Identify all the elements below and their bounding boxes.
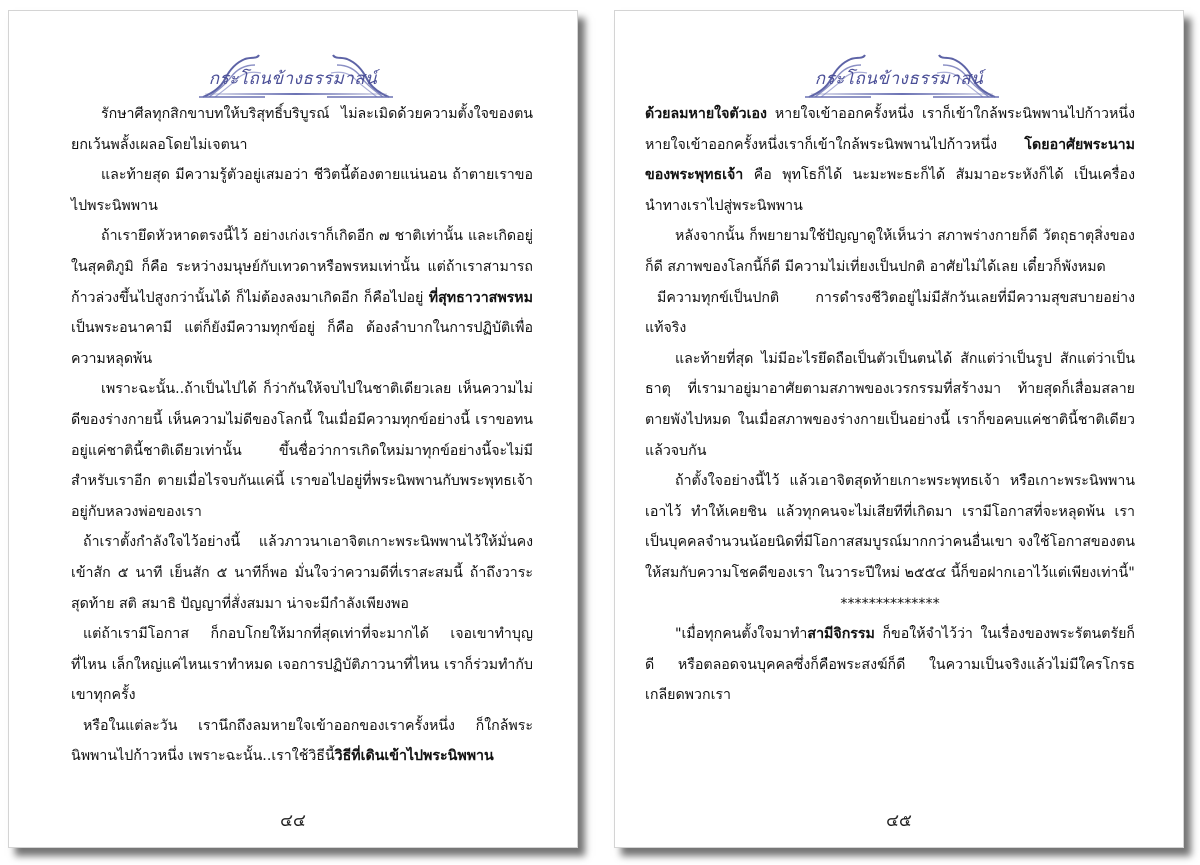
paragraph-text: "เมื่อทุกคนตั้งใจมาทำ xyxy=(675,626,808,643)
bold-phrase: โดยอาศัยพระนามของพระพุทธเจ้า xyxy=(645,136,1135,184)
header-title: กระโถนข้างธรรมาสน์ xyxy=(208,69,378,89)
paragraph xyxy=(71,711,533,772)
paragraph: และท้ายสุด มีความรู้ตัวอยู่เสมอว่า ชีวิตนี้ต้องตายแน่นอน ถ้าตายเราขอไปพระนิพพาน xyxy=(71,167,533,214)
header-rule xyxy=(811,93,993,95)
paragraph-text: ก็ขอให้จำไว้ว่า ในเรื่องของพระรัตนตรัยก็ดี หรือตลอดจนบุคคลซึ่งก็คือพระสงฆ์ก็ดี ในความเป็นจริงแล้วไม่มีใครโกรธเกลียดพวกเรา xyxy=(645,626,1135,704)
page-number: ๔๔ xyxy=(280,811,306,831)
paragraph: มีความทุกข์เป็นปกติ การดำรงชีวิตอยู่ไม่มีสักวันเลยที่มีความสุขสบายอย่างแท้จริง xyxy=(645,289,1135,337)
paragraph: เพราะฉะนั้น..ถ้าเป็นไปได้ ก็ว่ากันให้จบไปในชาติเดียวเลย เห็นความไม่ดีของร่างกายนี้ เห็นความไม่ดีของโลกนี้ ในเมื่อมีความทุกข์อย่างนี้ เราขอทนอยู่แค่ชาตินี้ชาติเดียวเท่านั้น ขึ้นชื่อว่าการเกิดใหม่มาทุกข์อย่างนี้จะไม่มีสำหรับเราอีก ตายเมื่อไรจบกันแค่นี้ เราขอไปอยู่ที่พระนิพพานกับพระพุทธเจ้า อยู่กับหลวงพ่อของเรา xyxy=(71,381,533,520)
header-title: กระโถนข้างธรรมาสน์ xyxy=(814,69,984,89)
right-page xyxy=(614,10,1184,848)
paragraph xyxy=(71,221,533,374)
paragraph-text: คือ พุทโธก็ได้ นะมะพะธะก็ได้ สัมมาอะระหังก็ได้ เป็นเครื่องนำทางเราไปสู่พระนิพพาน xyxy=(645,167,1135,214)
bold-phrase: ที่สุทธาวาสพรหม xyxy=(428,289,533,306)
page-number: ๔๕ xyxy=(886,811,912,831)
page-body xyxy=(71,99,533,772)
paragraph-text: หรือในแต่ละวัน เรานึกถึงลมหายใจเข้าออกของเราครั้งหนึ่ง ก็ใกล้พระนิพพานไปก้าวหนึ่ง เพราะฉะนั้น..เราใช้วิธีนี้ xyxy=(71,717,533,765)
paragraph-text: เป็นพระอนาคามี แต่ก็ยังมีความทุกข์อยู่ ก็คือ ต้องลำบากในการปฏิบัติเพื่อความหลุดพ้น xyxy=(71,320,533,367)
paragraph xyxy=(645,99,1135,221)
paragraph: หลังจากนั้น ก็พยายามใช้ปัญญาดูให้เห็นว่า สภาพร่างกายก็ดี วัตถุธาตุสิ่งของก็ดี สภาพของโลกนี้ก็ดี มีความไม่เที่ยงเป็นปกติ อาศัยไม่ได้เลย เดี๋ยวก็พังหมด xyxy=(645,228,1135,275)
paragraph xyxy=(645,619,1135,711)
page-header xyxy=(615,49,1183,103)
paragraph: และท้ายที่สุด ไม่มีอะไรยึดถือเป็นตัวเป็นตนได้ สักแต่ว่าเป็นรูป สักแต่ว่าเป็นธาตุ ที่เรามาอยู่มาอาศัยตามสภาพของเวรกรรมที่สร้างมา ท้ายสุดก็เสื่อมสลายตายพังไปหมด ในเมื่อสภาพของร่างกายเป็นอย่างนี้ เราก็ขอคบแค่ชาตินี้ชาติเดียวแล้วจบกัน xyxy=(645,350,1135,459)
separator-stars: ************** xyxy=(840,595,940,612)
bold-phrase: ด้วยลมหายใจตัวเอง xyxy=(645,106,767,122)
paragraph: ถ้าตั้งใจอย่างนี้ไว้ แล้วเอาจิตสุดท้ายเกาะพระพุทธเจ้า หรือเกาะพระนิพพานเอาไว้ ทำให้เคยชิน แล้วทุกคนจะไม่เสียทีที่เกิดมา เรามีโอกาสที่จะหลุดพ้น เราเป็นบุคคลจำนวนน้อยนิดที่มีโอกาสสมบูรณ์มากกว่าคนอื่นเขา จงใช้โอกาสของตนให้สมกับความโชคดีของเรา ในวาระปีใหม่ ๒๕๕๔ นี้ก็ขอฝากเอาไว้แต่เพียงเท่านี้" xyxy=(645,473,1135,581)
paragraph: ถ้าเราตั้งกำลังใจไว้อย่างนี้ แล้วภาวนาเอาจิตเกาะพระนิพพานไว้ให้มั่นคงเข้าสัก ๕ นาที เย็นสัก ๕ นาทีก็พอ มั่นใจว่าความดีที่เราสะสมนี้ ถ้าถึงวาระสุดท้าย สติ สมาธิ ปัญญาที่สั่งสมมา น่าจะมีกำลังเพียงพอ xyxy=(71,534,533,612)
left-page xyxy=(8,10,578,848)
paragraph-text: หายใจเข้าออกครั้งหนึ่ง เราก็เข้าใกล้พระนิพพานไปก้าวหนึ่ง หายใจเข้าออกครั้งหนึ่งเราก็เข้าใกล้พระนิพพานไปก้าวหนึ่ง xyxy=(645,106,1135,153)
page-body xyxy=(645,99,1135,711)
paragraph: แต่ถ้าเรามีโอกาส ก็กอบโกยให้มากที่สุดเท่าที่จะมากได้ เจอเขาทำบุญที่ไหน เล็กใหญ่แค่ไหนเราทำหมด เจอการปฏิบัติภาวนาที่ไหน เราก็ร่วมทำกับเขาทุกครั้ง xyxy=(71,626,533,704)
header-rule xyxy=(205,93,387,95)
bold-phrase: วิธีที่เดินเข้าไปพระนิพพาน xyxy=(334,748,494,765)
paragraph-text: ถ้าเรายึดหัวหาดตรงนี้ไว้ อย่างเก่งเราก็เกิดอีก ๗ ชาติเท่านั้น และเกิดอยู่ในสุคติภูมิ ก็คือ ระหว่างมนุษย์กับเทวดาหรือพรหมเท่านั้น แต่ถ้าเราสามารถก้าวล่วงขึ้นไปสูงกว่านั้นได้ ก็ไม่ต้องลงมาเกิดอีก ก็คือไปอยู่ xyxy=(71,228,533,306)
bold-phrase: สามีจิกรรม xyxy=(807,626,875,643)
page-header xyxy=(9,49,577,103)
paragraph: รักษาศีลทุกสิกขาบทให้บริสุทธิ์บริบูรณ์ ไม่ละเมิดด้วยความตั้งใจของตน ยกเว้นพลั้งเผลอโดยไม่เจตนา xyxy=(71,106,533,153)
